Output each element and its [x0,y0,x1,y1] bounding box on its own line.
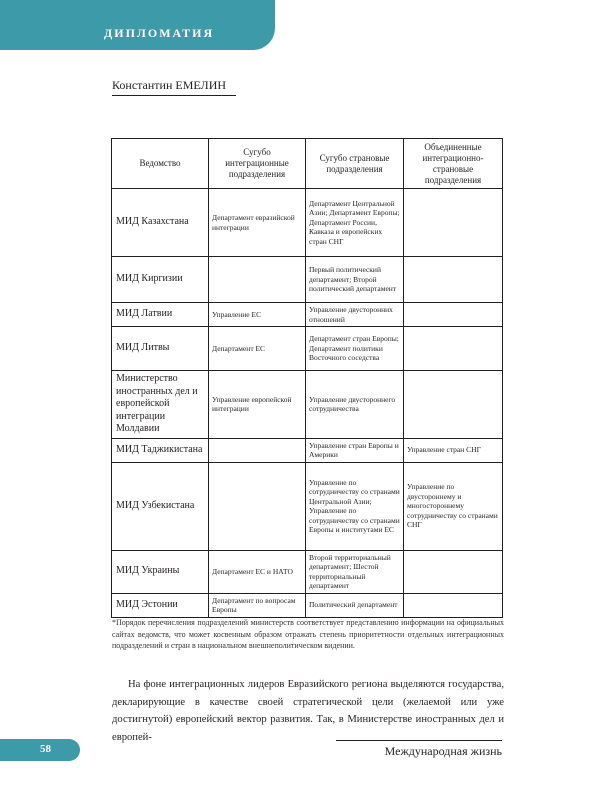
table-footnote: *Порядок перечисления подразделений министерств соответствует представлению информации на официальных сайтах ведомств, что может косвенным образом отражать степень приоритетности отдельных интеграционных подразделений и стран в национальном внешнеполитическом видении. [112,618,504,651]
header-integration: Сугубо интеграционные подразделения [209,139,306,189]
cell-combined [404,550,503,593]
table-row [112,593,503,617]
cell-combined: Управление по двустороннему и многостороннему сотрудничеству со странами СНГ [404,462,503,550]
cell-country: Первый политический департамент; Второй политический департамент [306,257,404,303]
cell-agency: МИД Казахстана [112,189,209,257]
author-name: Константин ЕМЕЛИН [112,78,227,92]
cell-integration [209,462,306,550]
cell-combined: Управление стран СНГ [404,438,503,462]
cell-combined [404,327,503,371]
page-number: 58 [40,743,51,755]
cell-agency: МИД Таджикистана [112,438,209,462]
section-tab [0,0,275,50]
cell-combined [404,593,503,617]
table-row [112,303,503,327]
cell-integration: Управление ЕС [209,303,306,327]
table-row [112,189,503,257]
table-row [112,327,503,371]
footer-rule [336,740,502,741]
cell-country: Управление двустороннего сотрудничества [306,371,404,439]
table-row [112,371,503,439]
cell-combined [404,303,503,327]
cell-country: Управление стран Европы и Америки [306,438,404,462]
cell-combined [404,371,503,439]
cell-agency: МИД Эстонии [112,593,209,617]
cell-country: Политический департамент [306,593,404,617]
cell-agency: МИД Латвии [112,303,209,327]
cell-country: Управление по сотрудничеству со странами Центральной Азии; Управление по сотрудничеству со странами Европы и институтами ЕС [306,462,404,550]
cell-agency: МИД Литвы [112,327,209,371]
journal-title: Международная жизнь [384,744,502,758]
header-agency: Ведомство [112,139,209,189]
header-country: Сугубо страновые подразделения [306,139,404,189]
ministries-table [111,138,503,618]
cell-agency: Министерство иностранных дел и европейской интеграции Молдавии [112,371,209,439]
cell-integration [209,257,306,303]
body-text [112,676,504,746]
cell-country: Департамент стран Европы; Департамент политики Восточного соседства [306,327,404,371]
cell-integration: Департамент ЕС и НАТО [209,550,306,593]
cell-agency: МИД Узбекистана [112,462,209,550]
table-row [112,438,503,462]
cell-country: Департамент Центральной Азии; Департамент Европы; Департамент России, Кавказа и европейских стран СНГ [306,189,404,257]
cell-integration [209,438,306,462]
cell-country: Второй территориальный департамент; Шестой территориальный департамент [306,550,404,593]
table-header-row [112,139,503,189]
cell-integration: Департамент евразийской интеграции [209,189,306,257]
author-underline [112,95,236,96]
cell-combined [404,257,503,303]
cell-integration: Департамент по вопросам Европы [209,593,306,617]
table-row [112,462,503,550]
cell-agency: МИД Киргизии [112,257,209,303]
cell-integration: Департамент ЕС [209,327,306,371]
body-paragraph: На фоне интеграционных лидеров Евразийского региона выделяются государства, декларирующие в качестве своей стратегической цели (желаемой или уже достигнутой) европейский вектор развития. Так, в Министерстве иностранных дел и европей- [112,679,504,743]
table-row [112,257,503,303]
section-title: ДИПЛОМАТИЯ [104,26,215,40]
cell-combined [404,189,503,257]
cell-integration: Управление европейской интеграции [209,371,306,439]
header-combined: Объединенные интеграционно-страновые подразделения [404,139,503,189]
cell-agency: МИД Украины [112,550,209,593]
cell-country: Управление двусторонних отношений [306,303,404,327]
table-row [112,550,503,593]
